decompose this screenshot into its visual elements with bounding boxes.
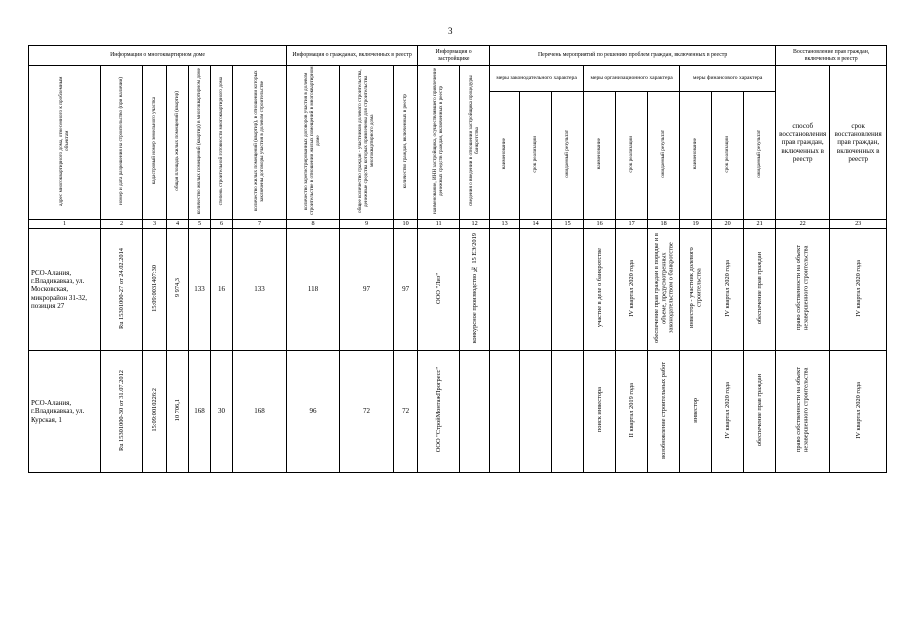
page-number: 3 bbox=[448, 26, 453, 36]
cell-c14 bbox=[520, 351, 552, 473]
col-header-1: адрес многоквартирного дома, отнесенного к проблемным объектам bbox=[29, 66, 101, 220]
col-header-6: степень строительной готовности многоквартирного дома bbox=[211, 66, 233, 220]
col-header-18: ожидаемый результат bbox=[648, 92, 680, 220]
col-header-3: кадастровый номер земельного участка bbox=[143, 66, 167, 220]
col-number: 17 bbox=[616, 220, 648, 229]
cell-c21: обеспечение прав граждан bbox=[744, 351, 776, 473]
col-number: 19 bbox=[680, 220, 712, 229]
cell-address: РСО-Алания, г.Владикавказ, ул. Курская, 1 bbox=[29, 351, 101, 473]
cell-bankruptcy bbox=[460, 351, 490, 473]
cell-c20: IV квартал 2020 года bbox=[712, 351, 744, 473]
cell-in-registry: 72 bbox=[394, 351, 418, 473]
group-developer-info: Информация о застройщике bbox=[418, 46, 490, 66]
measure-type-financial: меры финансового характера bbox=[680, 66, 776, 92]
cell-c22: право собственности на объект незавершенного строительства bbox=[776, 351, 830, 473]
cell-c19: инвестор - участник долевого строительства bbox=[680, 229, 712, 351]
cell-contracted: 168 bbox=[233, 351, 287, 473]
cell-flats: 168 bbox=[189, 351, 211, 473]
cell-c18: обеспечение прав граждан в порядке и в объеме, предусмотренных законодательством о банкротстве bbox=[648, 229, 680, 351]
col-header-19: наименование bbox=[680, 92, 712, 220]
table-row bbox=[29, 351, 887, 473]
col-number: 5 bbox=[189, 220, 211, 229]
cell-developer: ООО "СтройМонтажПрогресс" bbox=[418, 351, 460, 473]
col-number: 9 bbox=[340, 220, 394, 229]
group-citizens-info: Информация о гражданах, включенных в реестр bbox=[287, 46, 418, 66]
col-number: 8 bbox=[287, 220, 340, 229]
cell-c23: IV квартал 2020 года bbox=[830, 229, 887, 351]
cell-citizens: 97 bbox=[340, 229, 394, 351]
cell-c13 bbox=[490, 351, 520, 473]
col-header-12: сведения о введении в отношении застройщика процедуры банкротства bbox=[460, 66, 490, 220]
col-number: 10 bbox=[394, 220, 418, 229]
cell-readiness: 16 bbox=[211, 229, 233, 351]
cell-cadastral: 15:09:0010226:2 bbox=[143, 351, 167, 473]
cell-bankruptcy: конкурсное производство № 15 ЕЭ/2019 bbox=[460, 229, 490, 351]
measure-type-organizational: меры организационного характера bbox=[584, 66, 680, 92]
cell-c19: инвестор bbox=[680, 351, 712, 473]
col-header-2: номер и дата разрешения на строительство (при наличии) bbox=[101, 66, 143, 220]
cell-in-registry: 97 bbox=[394, 229, 418, 351]
cell-area: 9 974,3 bbox=[167, 229, 189, 351]
cell-flats: 133 bbox=[189, 229, 211, 351]
problem-objects-table bbox=[28, 45, 887, 473]
col-header-15: ожидаемый результат bbox=[552, 92, 584, 220]
col-number: 11 bbox=[418, 220, 460, 229]
group-measures: Перечень мероприятий по решению проблем граждан, включенных в реестр bbox=[490, 46, 776, 66]
col-number: 18 bbox=[648, 220, 680, 229]
cell-c23: IV квартал 2020 года bbox=[830, 351, 887, 473]
cell-permit: Ru 15301000-27 от 24.02.2014 bbox=[101, 229, 143, 351]
cell-c22: право собственности на объект незавершенного строительства bbox=[776, 229, 830, 351]
col-header-22: способ восстановления прав граждан, включенных в реестр bbox=[776, 66, 830, 220]
cell-registered: 118 bbox=[287, 229, 340, 351]
col-header-9: общее количество граждан - участников долевого строительства, денежные средства которых привлечены для строительства многоквартирного дома bbox=[340, 66, 394, 220]
cell-contracted: 133 bbox=[233, 229, 287, 351]
cell-c16: участие в деле о банкротстве bbox=[584, 229, 616, 351]
col-header-23: срок восстановления прав граждан, включенных в реестр bbox=[830, 66, 887, 220]
col-header-7: количество жилых помещений (квартир), в отношении которых заключены договоры участия в долевом строительстве bbox=[233, 66, 287, 220]
col-number: 1 bbox=[29, 220, 101, 229]
col-header-4: общая площадь жилых помещений (квартир) bbox=[167, 66, 189, 220]
cell-cadastral: 15:09:0031407:30 bbox=[143, 229, 167, 351]
col-number: 13 bbox=[490, 220, 520, 229]
col-number: 15 bbox=[552, 220, 584, 229]
cell-area: 10 706,1 bbox=[167, 351, 189, 473]
col-header-17: срок реализации bbox=[616, 92, 648, 220]
col-header-14: срок реализации bbox=[520, 92, 552, 220]
cell-developer: ООО "Лиз" bbox=[418, 229, 460, 351]
col-number: 14 bbox=[520, 220, 552, 229]
col-header-5: количество жилых помещений (квартир) в многоквартирном доме bbox=[189, 66, 211, 220]
col-header-21: ожидаемый результат bbox=[744, 92, 776, 220]
group-object-info: Информация о многоквартирном доме bbox=[29, 46, 287, 66]
col-header-10: количество граждан, включенных в реестр bbox=[394, 66, 418, 220]
cell-address: РСО-Алания, г.Владикавказ, ул. Московская, микрорайон 31-32, позиция 27 bbox=[29, 229, 101, 351]
cell-citizens: 72 bbox=[340, 351, 394, 473]
cell-readiness: 30 bbox=[211, 351, 233, 473]
table-row bbox=[29, 229, 887, 351]
col-number: 3 bbox=[143, 220, 167, 229]
col-number: 6 bbox=[211, 220, 233, 229]
cell-c15 bbox=[552, 351, 584, 473]
col-number: 4 bbox=[167, 220, 189, 229]
col-number: 21 bbox=[744, 220, 776, 229]
cell-c14 bbox=[520, 229, 552, 351]
col-header-11: наименование, ИНН застройщика, осуществлявшего привлечение денежных средств граждан, включенных в реестр bbox=[418, 66, 460, 220]
col-header-16: наименование bbox=[584, 92, 616, 220]
cell-c17: II квартал 2019 года bbox=[616, 351, 648, 473]
col-header-20: срок реализации bbox=[712, 92, 744, 220]
col-number: 22 bbox=[776, 220, 830, 229]
col-header-8: количество зарегистрированных договоров участия в долевом строительстве в отношении жилых помещений в многоквартирном доме bbox=[287, 66, 340, 220]
cell-c16: поиск инвестора bbox=[584, 351, 616, 473]
col-number: 12 bbox=[460, 220, 490, 229]
col-number: 7 bbox=[233, 220, 287, 229]
cell-c15 bbox=[552, 229, 584, 351]
cell-permit: Ru 15301000-30 от 31.07.2012 bbox=[101, 351, 143, 473]
cell-c21: обеспечение прав граждан bbox=[744, 229, 776, 351]
cell-c13 bbox=[490, 229, 520, 351]
col-header-13: наименование bbox=[490, 92, 520, 220]
column-numbers-row bbox=[29, 220, 887, 229]
col-number: 20 bbox=[712, 220, 744, 229]
cell-c18: возобновление строительных работ bbox=[648, 351, 680, 473]
col-number: 2 bbox=[101, 220, 143, 229]
col-number: 16 bbox=[584, 220, 616, 229]
col-number: 23 bbox=[830, 220, 887, 229]
cell-registered: 96 bbox=[287, 351, 340, 473]
group-restore-rights: Восстановление прав граждан, включенных в реестр bbox=[776, 46, 887, 66]
measure-type-legislative: меры законодательного характера bbox=[490, 66, 584, 92]
cell-c20: IV квартал 2020 года bbox=[712, 229, 744, 351]
cell-c17: IV квартал 2020 года bbox=[616, 229, 648, 351]
